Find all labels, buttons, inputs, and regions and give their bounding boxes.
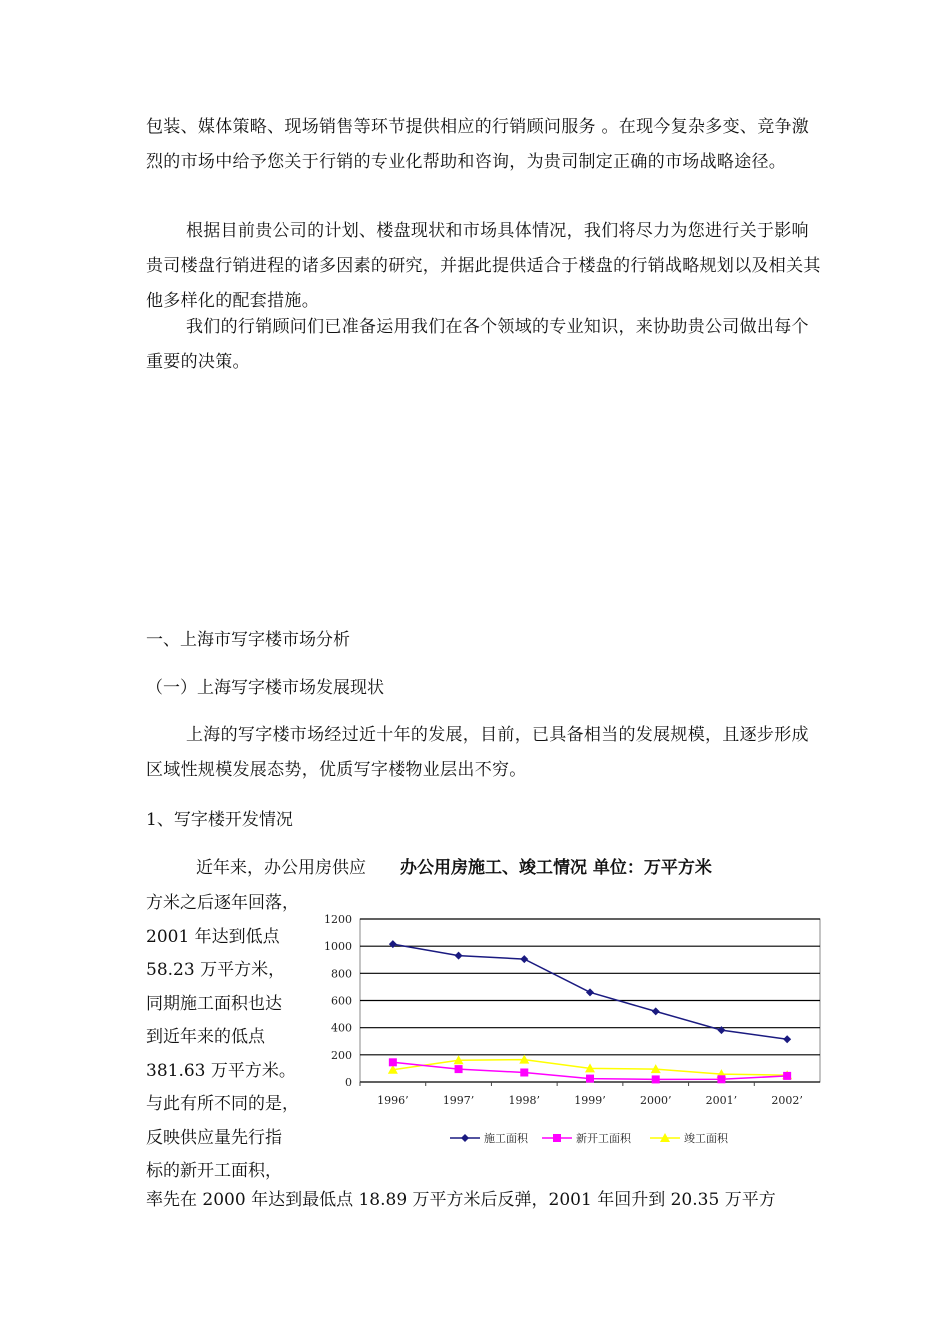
data-point [717, 1075, 725, 1083]
wrap-text [146, 887, 316, 1189]
wrap-line: 与此有所不同的是， [146, 1094, 299, 1114]
wrap-line: 反映供应量先行指 [146, 1127, 282, 1148]
wrap-line: 58.23 万平方米， [146, 960, 286, 980]
paragraph-consulting: 包装、媒体策略、现场销售等环节提供相应的行销顾问服务 。在现今复杂多变、竞争激烈的市场中给予您关于行销的专业化帮助和咨询，为贵司制定正确的市场战略途径。 [146, 117, 810, 172]
y-tick-label: 1200 [324, 913, 352, 926]
paragraph-continuation: 率先在 2000 年达到最低点 18.89 万平方米后反弹，2001 年回升到 20.35 万平方 [146, 1190, 776, 1210]
wrap-line: 标的新开工面积， [146, 1161, 282, 1181]
wrap-line: 381.63 万平方米。 [146, 1060, 296, 1081]
wrap-line: 同期施工面积也达 [146, 993, 282, 1014]
y-tick-label: 1000 [324, 940, 352, 954]
data-point [520, 1068, 528, 1076]
data-point [652, 1075, 660, 1083]
wrap-line: 到近年来的低点 [146, 1027, 265, 1047]
legend-marker [553, 1134, 561, 1142]
x-tick-label: 2000’ [639, 1094, 672, 1107]
legend-label: 竣工面积 [684, 1132, 728, 1145]
y-tick-label: 600 [331, 994, 352, 1008]
legend-label: 新开工面积 [576, 1132, 631, 1145]
y-tick-label: 0 [345, 1076, 352, 1089]
chart-title: 办公用房施工、竣工情况 单位：万平方米 [400, 858, 712, 878]
paragraph-research: 根据目前贵公司的计划、楼盘现状和市场具体情况，我们将尽力为您进行关于影响贵司楼盘行销进程的诸多因素的研究，并据此提供适合于楼盘的行销战略规划以及相关其他多样化的配套措施。 [146, 221, 821, 311]
legend-label: 施工面积 [484, 1132, 528, 1145]
x-tick-label: 2002’ [771, 1094, 803, 1107]
x-tick-label: 1996’ [377, 1094, 409, 1107]
x-tick-label: 2001’ [705, 1094, 738, 1107]
wrap-line: 2001 年达到低点 [146, 926, 280, 947]
wrap-line: 方米之后逐年回落， [146, 893, 299, 913]
data-point [389, 1058, 397, 1066]
data-point [783, 1072, 791, 1080]
paragraph-market-status: 上海的写字楼市场经过近十年的发展，目前，已具备相当的发展规模，且逐步形成区域性规模发展态势，优质写字楼物业层出不穷。 [146, 725, 809, 780]
wrap-intro: 近年来，办公用房供应 [196, 858, 366, 878]
data-point [586, 1075, 594, 1083]
paragraph-advisors: 我们的行销顾问们已准备运用我们在各个领域的专业知识，来协助贵公司做出每个重要的决策。 [146, 317, 809, 372]
line-chart [310, 905, 830, 1155]
legend-marker [461, 1134, 469, 1142]
y-tick-label: 800 [331, 967, 352, 981]
y-tick-label: 200 [331, 1048, 352, 1062]
y-tick-label: 400 [331, 1021, 352, 1035]
x-tick-label: 1997’ [442, 1094, 475, 1107]
item-heading: 1、写字楼开发情况 [146, 810, 293, 830]
x-tick-label: 1999’ [574, 1094, 606, 1107]
x-tick-label: 1998’ [508, 1094, 541, 1107]
subsection-heading: （一）上海写字楼市场发展现状 [146, 678, 384, 698]
data-point [455, 1065, 463, 1073]
section-heading: 一、上海市写字楼市场分析 [146, 630, 350, 650]
